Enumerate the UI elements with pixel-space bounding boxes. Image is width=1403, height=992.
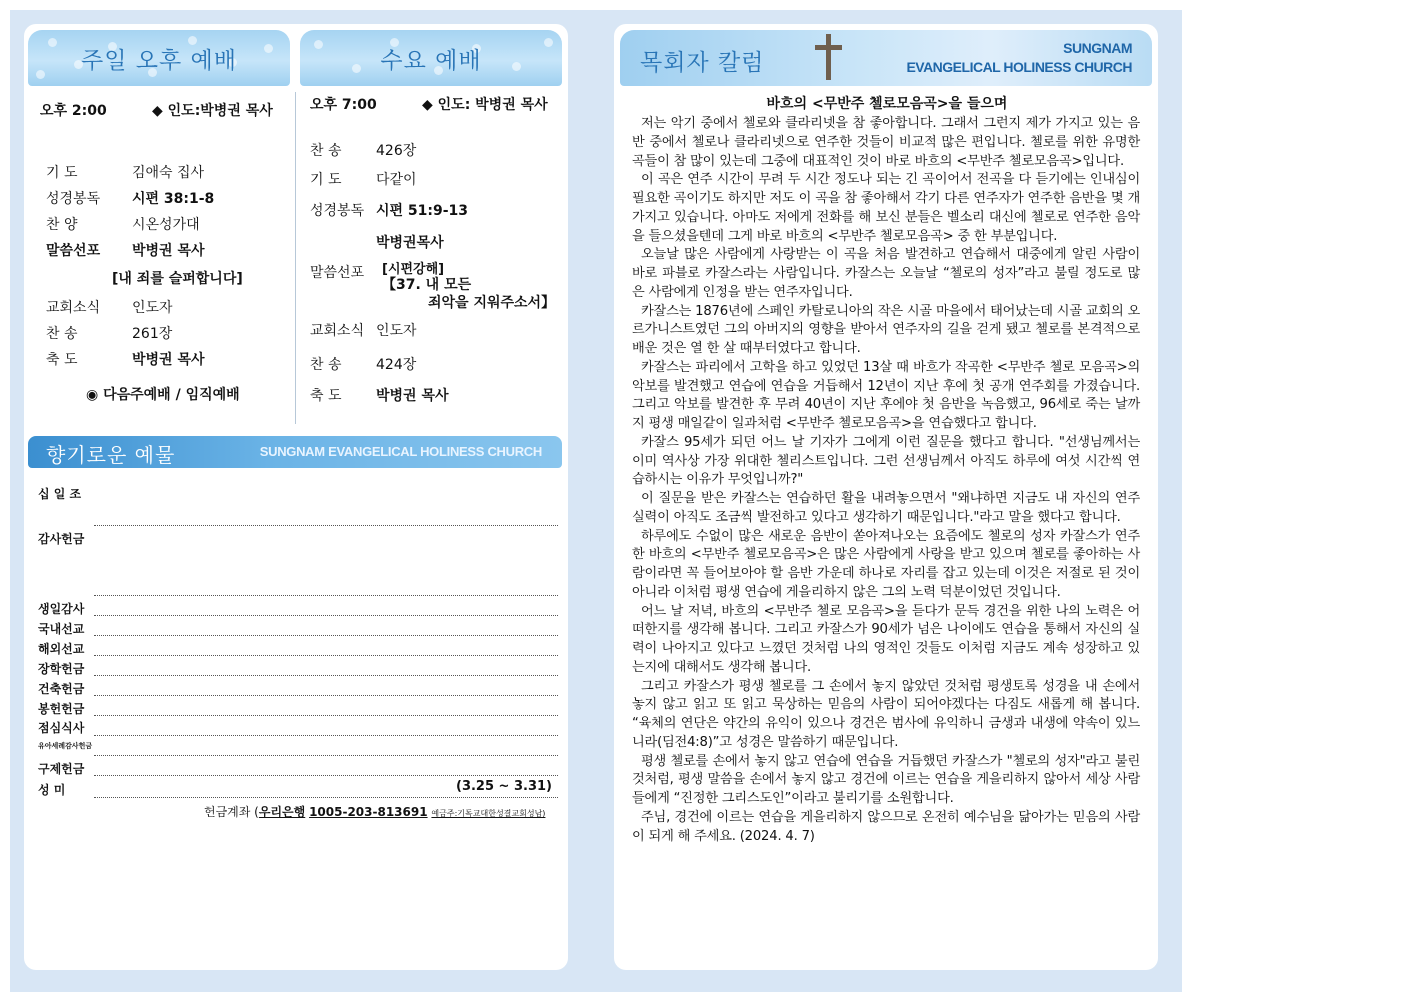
offering-line	[94, 525, 558, 526]
wednesday-item: 교회소식 인도자	[310, 323, 417, 339]
sunday-leader: ◆ 인도:박병권 목사	[152, 103, 273, 119]
wednesday-item: 성경봉독 시편 51:9-13	[310, 203, 469, 219]
wednesday-series: [시편강해]	[382, 262, 445, 277]
offering-label: 유아세례감사헌금	[38, 742, 93, 750]
sunday-service-header	[28, 30, 290, 86]
wednesday-service-title: 수요 예배	[380, 47, 482, 74]
column-divider	[295, 92, 296, 424]
wednesday-preacher: 박병권목사	[376, 235, 444, 251]
offering-church-name: SUNGNAM EVANGELICAL HOLINESS CHURCH	[259, 444, 542, 459]
column-paragraph: 어느 날 저녁, 바흐의 <무반주 첼로 모음곡>을 듣다가 문득 경건을 위한 나의 노력은 어떠한지를 생각해 봅니다. 그리고 카잘스가 90세가 넘은 나이에도 연습을 통해서 자신의 실력이 나아지고 있다고 느꼈던 것처럼 나의 영적인 것들도 이처럼 지금도 계속 성장하고 있는지에 대해서도 생각해 봅니다.	[632, 603, 1140, 675]
column-paragraph: 이 곡은 연주 시간이 무려 두 시간 정도나 되는 긴 곡이어서 전곡을 다 듣기에는 인내심이 필요한 곡이기도 하지만 저도 이 곡을 참 좋아해서 각기 다른 연주자가 연주한 음반을 몇 개 가지고 있습니다. 아마도 저에게 전화를 해 보신 분들은 벨소리 대신에 첼로로 연주한 음악을 들으셨을텐데 그게 바로 바흐의 <무반주 첼로모음곡> 중 한 부분입니다.	[632, 172, 1140, 244]
pastor-column-title: 목회자 칼럼	[640, 50, 765, 76]
wednesday-item: 찬 송 424장	[310, 357, 417, 373]
wednesday-item: 축 도 박병권 목사	[310, 388, 449, 404]
offering-line	[94, 675, 558, 676]
offering-header	[28, 436, 562, 468]
wednesday-item: 찬 송 426장	[310, 143, 417, 159]
sunday-service-title: 주일 오후 예배	[81, 47, 237, 74]
pastor-column-header	[620, 30, 1152, 86]
column-paragraph: 오늘날 많은 사람에게 사랑받는 이 곡을 처음 발견하고 연습해서 대중에게 알린 사람이 바로 파블로 카잘스라는 사람입니다. 카잘스는 오늘날 “첼로의 성자”라고 불릴 정도로 많은 사람에게 인정을 받는 연주자입니다.	[632, 247, 1140, 300]
column-paragraph: 주님, 경건에 이르는 연습을 게을리하지 않으므로 온전히 예수님을 닮아가는 믿음의 사람이 되게 해 주세요. (2024. 4. 7)	[632, 809, 1140, 844]
offering-line	[94, 655, 558, 656]
offering-line	[94, 715, 558, 716]
sunday-item: 성경봉독 시편 38:1-8	[46, 191, 215, 207]
column-paragraph: 카잘스는 1876년에 스페인 카탈로니아의 작은 시골 마을에서 태어났는데 시골 교회의 오르가니스트였던 그의 아버지의 영향을 받아서 연주자의 길을 걷게 됐고 첼로를 본격적으로 배운 것은 열 한 살 때부터였다고 합니다.	[632, 303, 1141, 356]
offering-line	[94, 595, 558, 596]
wednesday-sermon-line1: 【37. 내 모든	[382, 277, 472, 293]
offering-line	[94, 615, 558, 616]
wednesday-sermon-line2: 죄악을 지워주소서】	[428, 295, 556, 311]
wednesday-sermon-label: 말씀선포	[310, 265, 365, 281]
column-paragraph: 평생 첼로를 손에서 놓지 않고 연습에 연습을 거듭했던 카잘스가 "첼로의 성자"라고 불린 것처럼, 평생 말씀을 손에서 놓지 않고 경건에 이르는 연습을 게을리하지 않아서 세상 사람들에게 “진정한 그리스도인”이라고 불리기를 소원합니다.	[632, 753, 1140, 806]
column-paragraph: 저는 악기 중에서 첼로와 클라리넷을 참 좋아합니다. 그래서 그런지 제가 가지고 있는 음반 중에서 첼로나 클라리넷으로 연주한 것들이 비교적 많은 편입니다. 첼로를 위한 유명한 곡들이 참 많이 있는데 그중에 대표적인 것이 바로 바흐의 <무반주 첼로모음곡>입니다.	[632, 116, 1140, 169]
offering-line	[94, 775, 558, 776]
offering-label: 건축헌금	[38, 682, 85, 696]
cross-icon	[826, 34, 831, 80]
sunday-item: 기 도 김애숙 집사	[46, 165, 205, 181]
offering-label: 생일감사	[38, 602, 85, 616]
offering-label: 국내선교	[38, 622, 85, 636]
column-paragraph: 그리고 카잘스가 평생 첼로를 그 손에서 놓지 않았던 것처럼 평생토록 성경을 내 손에서 놓지 않고 읽고 또 읽고 묵상하는 믿음의 사람이 되어야겠다는 다짐도 새롭게 해 봅니다. “육체의 연단은 약간의 유익이 있으나 경건은 범사에 유익하니 금생과 내생에 약속이 있느니라(딤전4:8)”고 성경은 말씀하기 때문입니다.	[632, 678, 1140, 750]
sunday-sermon-title: [내 죄를 슬퍼합니다]	[112, 271, 243, 287]
wednesday-time: 오후 7:00	[310, 97, 377, 113]
sunday-item: 찬 양 시온성가대	[46, 217, 200, 233]
bank-account: 헌금계좌 (우리은행 1005-203-813691 예금주:기독교대한성결교회성남)	[204, 805, 546, 819]
column-heading: 바흐의 <무반주 첼로모음곡>을 들으며	[766, 96, 1008, 112]
offering-label: 구제헌금	[38, 762, 85, 776]
cross-icon-bar	[815, 45, 842, 50]
offering-title: 향기로운 예물	[46, 443, 176, 467]
offering-line	[94, 755, 558, 756]
offering-label: 해외선교	[38, 642, 85, 656]
church-name-line2: EVANGELICAL HOLINESS CHURCH	[906, 59, 1132, 75]
next-week-notice: ◉ 다음주예배 / 임직예배	[86, 387, 240, 403]
offering-line	[94, 695, 558, 696]
wednesday-item: 기 도 다같이	[310, 172, 417, 188]
sunday-item: 교회소식 인도자	[46, 300, 173, 316]
sunday-item: 찬 송 261장	[46, 326, 173, 342]
column-paragraph: 이 질문을 받은 카잘스는 연습하던 활을 내려놓으면서 "왜냐하면 지금도 내 자신의 연주 실력이 아직도 조금씩 발전하고 있다고 생각하기 때문입니다."라고 말을 했다고 합니다.	[632, 491, 1140, 525]
wednesday-service-header	[300, 30, 562, 86]
offering-label: 성 미	[38, 783, 66, 797]
offering-label: 감사헌금	[38, 532, 85, 546]
offering-label: 봉헌헌금	[38, 702, 85, 716]
column-body	[632, 115, 1140, 846]
column-paragraph: 하루에도 수없이 많은 새로운 음반이 쏟아져나오는 요즘에도 첼로의 성자 카잘스가 연주한 바흐의 <무반주 첼로모음곡>은 많은 사람에게 사랑을 받고 있으며 첼로를 좋아하는 사람이라면 꼭 들어보아야 할 음반 가운데 하나로 자리를 잡고 있는데 이것은 저절로 된 것이 아니라 이처럼 평생 연습에 게을리하지 않은 그의 노력 덕분이었던 것입니다.	[632, 528, 1140, 600]
offering-line	[94, 797, 558, 798]
offering-label: 십 일 조	[38, 487, 82, 501]
sunday-time: 오후 2:00	[40, 103, 107, 119]
offering-period: (3.25 ~ 3.31)	[456, 779, 552, 794]
sunday-item: 축 도 박병권 목사	[46, 352, 205, 368]
sunday-item: 말씀선포 박병권 목사	[46, 243, 205, 259]
wednesday-leader: ◆ 인도: 박병권 목사	[422, 97, 548, 113]
church-name-line1: SUNGNAM	[1063, 40, 1132, 56]
offering-label: 점심식사	[38, 721, 85, 735]
offering-line	[94, 635, 558, 636]
offering-label: 장학헌금	[38, 662, 85, 676]
offering-line	[94, 735, 558, 736]
column-paragraph: 카잘스 95세가 되던 어느 날 기자가 그에게 이런 질문을 했다고 합니다. "선생님께서는 이미 역사상 가장 위대한 첼리스트입니다. 그런 선생님께서 아직도 하루에 여섯 시간씩 연습하시는 이유가 무엇입니까?"	[632, 434, 1140, 488]
column-paragraph: 카잘스는 파리에서 고학을 하고 있었던 13살 때 바흐가 작곡한 <무반주 첼로 모음곡>의 악보를 발견했고 연습에 연습을 거듭해서 12년이 지난 후에 첫 공개 연주회를 가졌습니다. 그리고 악보를 발견한 후 무려 40년이 지난 후에야 첫 음반을 녹음했고, 96세로 죽는 날까지 평생 매일같이 일과처럼 <무반주 첼로모음곡>을 연습했다고 합니다.	[632, 359, 1140, 431]
